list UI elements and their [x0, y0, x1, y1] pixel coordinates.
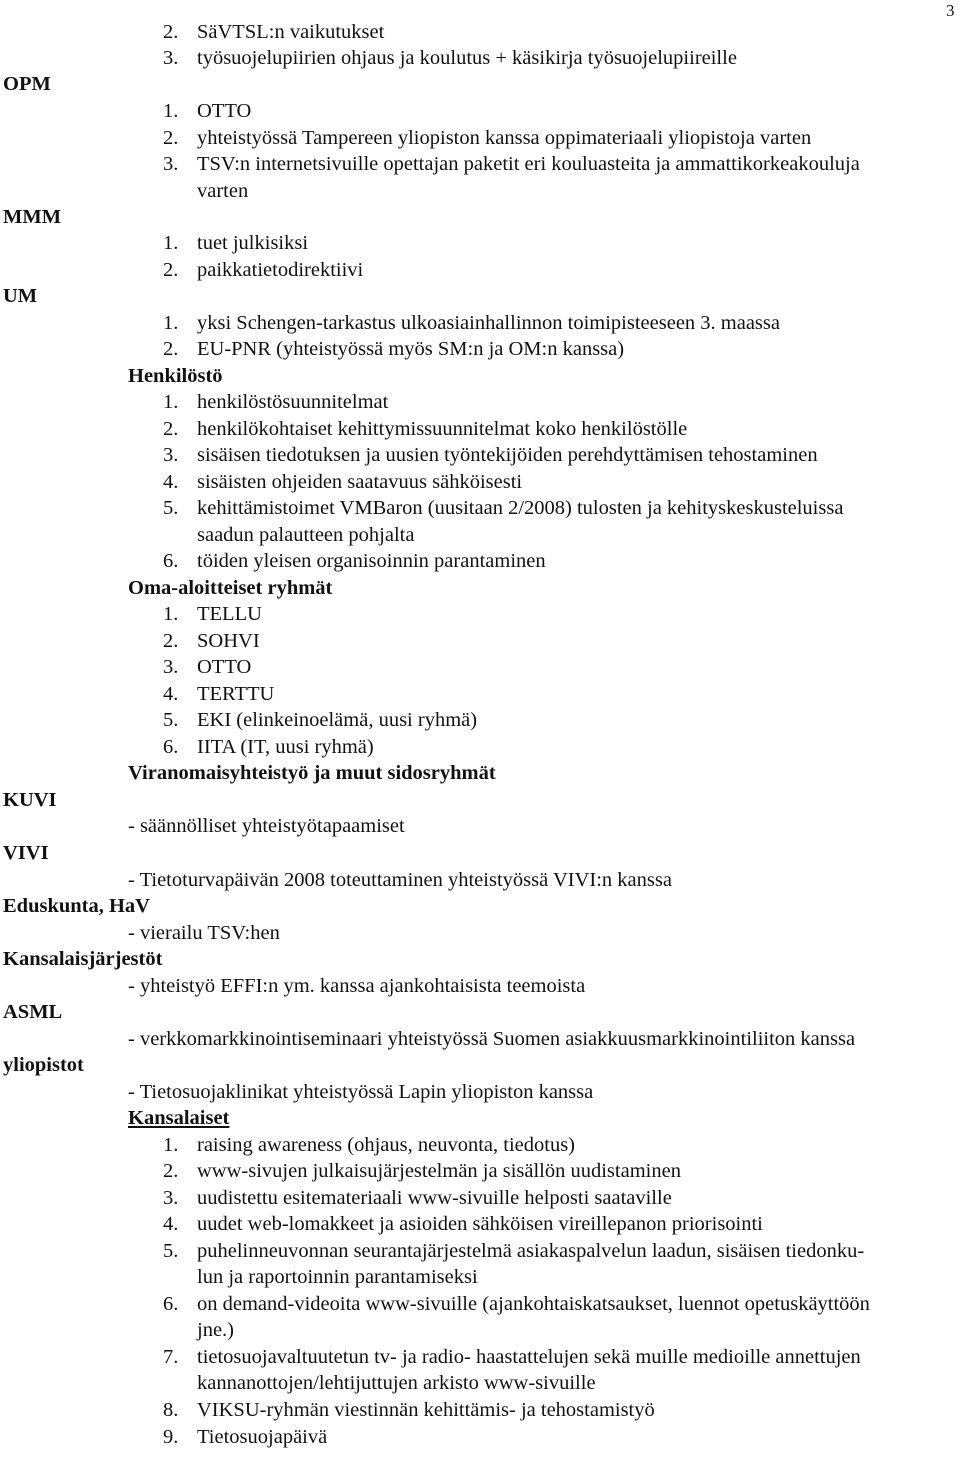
list-number: 2.: [163, 127, 179, 149]
list-number: 2.: [163, 21, 179, 43]
text-line: paikkatietodirektiivi: [197, 259, 364, 281]
list-number: 3.: [163, 444, 179, 466]
text-line: puhelinneuvonnan seurantajärjestelmä asiakaspalvelun laadun, sisäisen tiedonku-: [197, 1240, 865, 1262]
text-line: - säännölliset yhteistyötapaamiset: [128, 815, 405, 837]
text-line: TELLU: [197, 603, 262, 625]
text-line: tuet julkisiksi: [197, 232, 309, 254]
list-number: 4.: [163, 471, 179, 493]
text-line: SäVTSL:n vaikutukset: [197, 21, 385, 43]
list-number: 3.: [163, 153, 179, 175]
section-heading: KUVI: [3, 789, 57, 811]
text-line: IITA (IT, uusi ryhmä): [197, 736, 374, 758]
section-heading: Henkilöstö: [128, 365, 223, 387]
text-line: SOHVI: [197, 630, 260, 652]
text-line: saadun palautteen pohjalta: [197, 524, 415, 546]
list-number: 6.: [163, 550, 179, 572]
text-line: yhteistyössä Tampereen yliopiston kanssa oppimateriaali yliopistoja varten: [197, 127, 812, 149]
text-line: www-sivujen julkaisujärjestelmän ja sisällön uudistaminen: [197, 1160, 681, 1182]
list-number: 2.: [163, 338, 179, 360]
text-line: OTTO: [197, 656, 252, 678]
text-line: lun ja raportoinnin parantamiseksi: [197, 1266, 478, 1288]
section-heading: ASML: [3, 1001, 63, 1023]
list-number: 4.: [163, 683, 179, 705]
section-heading: OPM: [3, 73, 51, 95]
section-heading: Viranomaisyhteistyö ja muut sidosryhmät: [128, 762, 496, 784]
text-line: EKI (elinkeinoelämä, uusi ryhmä): [197, 709, 478, 731]
text-line: sisäisten ohjeiden saatavuus sähköisesti: [197, 471, 523, 493]
text-line: - Tietosuojaklinikat yhteistyössä Lapin yliopiston kanssa: [128, 1081, 594, 1103]
list-number: 2.: [163, 259, 179, 281]
text-line: uudistettu esitemateriaali www-sivuille helposti saataville: [197, 1187, 672, 1209]
list-number: 6.: [163, 736, 179, 758]
text-line: tietosuojavaltuutetun tv- ja radio- haastattelujen sekä muille medioille annettujen: [197, 1346, 861, 1368]
text-line: töiden yleisen organisoinnin parantaminen: [197, 550, 546, 572]
list-number: 3.: [163, 656, 179, 678]
text-line: EU-PNR (yhteistyössä myös SM:n ja OM:n kanssa): [197, 338, 625, 360]
text-line: uudet web-lomakkeet ja asioiden sähköisen vireillepanon priorisointi: [197, 1213, 763, 1235]
list-number: 1.: [163, 391, 179, 413]
list-number: 1.: [163, 312, 179, 334]
text-line: sisäisen tiedotuksen ja uusien työntekijöiden perehdyttämisen tehostaminen: [197, 444, 818, 466]
list-number: 2.: [163, 418, 179, 440]
text-line: OTTO: [197, 100, 252, 122]
list-number: 2.: [163, 1160, 179, 1182]
section-heading: Kansalaisjärjestöt: [3, 948, 163, 970]
list-number: 1.: [163, 100, 179, 122]
text-line: kannanottojen/lehtijuttujen arkisto www-sivuille: [197, 1372, 596, 1394]
list-number: 5.: [163, 497, 179, 519]
text-line: - Tietoturvapäivän 2008 toteuttaminen yhteistyössä VIVI:n kanssa: [128, 869, 672, 891]
section-heading: Eduskunta, HaV: [3, 895, 150, 917]
text-line: VIKSU-ryhmän viestinnän kehittämis- ja tehostamistyö: [197, 1399, 655, 1421]
list-number: 1.: [163, 1134, 179, 1156]
text-line: yksi Schengen-tarkastus ulkoasiainhallinnon toimipisteeseen 3. maassa: [197, 312, 780, 334]
text-line: työsuojelupiirien ohjaus ja koulutus + käsikirja työsuojelupiireille: [197, 47, 737, 69]
text-line: henkilökohtaiset kehittymissuunnitelmat koko henkilöstölle: [197, 418, 688, 440]
section-heading: yliopistot: [3, 1054, 84, 1076]
list-number: 5.: [163, 709, 179, 731]
list-number: 3.: [163, 1187, 179, 1209]
list-number: 1.: [163, 232, 179, 254]
text-line: varten: [197, 180, 249, 202]
text-line: Tietosuojapäivä: [197, 1426, 328, 1448]
text-line: jne.): [197, 1319, 234, 1341]
section-heading: VIVI: [3, 842, 49, 864]
list-number: 3.: [163, 47, 179, 69]
text-line: kehittämistoimet VMBaron (uusitaan 2/2008) tulosten ja kehityskeskusteluissa: [197, 497, 844, 519]
text-line: henkilöstösuunnitelmat: [197, 391, 389, 413]
text-line: - verkkomarkkinointiseminaari yhteistyössä Suomen asiakkuusmarkkinointiliiton kanssa: [128, 1028, 856, 1050]
list-number: 6.: [163, 1293, 179, 1315]
section-heading: Oma-aloitteiset ryhmät: [128, 577, 333, 599]
text-line: TERTTU: [197, 683, 275, 705]
section-heading: UM: [3, 285, 38, 307]
text-line: raising awareness (ohjaus, neuvonta, tiedotus): [197, 1134, 576, 1156]
section-heading: Kansalaiset: [128, 1107, 230, 1129]
section-heading: MMM: [3, 206, 62, 228]
list-number: 1.: [163, 603, 179, 625]
text-line: - yhteistyö EFFI:n ym. kanssa ajankohtaisista teemoista: [128, 975, 586, 997]
text-line: TSV:n internetsivuille opettajan paketit eri kouluasteita ja ammattikorkeakouluja: [197, 153, 860, 175]
list-number: 5.: [163, 1240, 179, 1262]
list-number: 2.: [163, 630, 179, 652]
text-line: - vierailu TSV:hen: [128, 922, 280, 944]
list-number: 9.: [163, 1426, 179, 1448]
text-line: on demand-videoita www-sivuille (ajankohtaiskatsaukset, luennot opetuskäyttöön: [197, 1293, 870, 1315]
page-number: 3: [946, 1, 955, 20]
list-number: 4.: [163, 1213, 179, 1235]
list-number: 8.: [163, 1399, 179, 1421]
list-number: 7.: [163, 1346, 179, 1368]
